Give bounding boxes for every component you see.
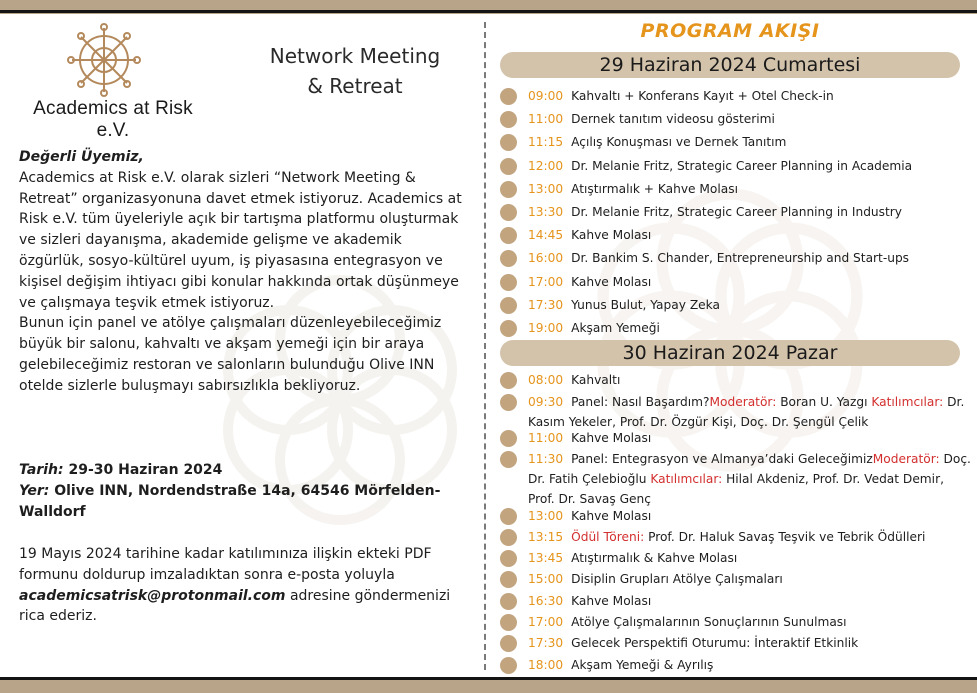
bullet-dot bbox=[500, 571, 517, 588]
session-title: Açılış Konuşması ve Dernek Tanıtım bbox=[571, 135, 787, 150]
contact-email-link[interactable]: academicsatrisk@protonmail.com bbox=[19, 587, 286, 604]
schedule-time: 14:45 bbox=[528, 228, 564, 243]
closing-text-1: 19 Mayıs 2024 tarihine kadar katılımınıza ilişkin ekteki PDF formunu doldurup imzaladıktan sonra e-posta yoluyla bbox=[19, 546, 432, 583]
session-title: Kahve Molası bbox=[571, 431, 652, 445]
bullet-dot bbox=[500, 394, 517, 411]
session-title: Dr. Melanie Fritz, Strategic Career Planning in Industry bbox=[571, 205, 903, 219]
bullet-dot bbox=[500, 451, 517, 468]
place-label: Yer: bbox=[19, 482, 50, 499]
schedule-item-text bbox=[528, 248, 974, 268]
bullet-dot bbox=[500, 508, 517, 525]
schedule-time: 17:30 bbox=[528, 636, 564, 650]
participants-names: Dr. Kasım Yekeler, Prof. Dr. Özgür Kişi, Doç. Dr. Şengül Çelik bbox=[528, 395, 965, 429]
schedule-item-text bbox=[528, 548, 974, 568]
schedule-item-text bbox=[528, 370, 974, 390]
bullet-dot bbox=[500, 657, 517, 674]
day-header-1: 29 Haziran 2024 Cumartesi bbox=[500, 52, 960, 78]
bottom-border bbox=[0, 677, 977, 693]
organization-name: Academics at Risk e.V. bbox=[33, 98, 193, 141]
program-title: PROGRAM AKIŞI bbox=[640, 20, 820, 42]
schedule-item-text bbox=[528, 225, 974, 245]
greeting: Değerli Üyemiz, bbox=[19, 149, 144, 165]
closing-note bbox=[19, 544, 469, 627]
schedule-item-text bbox=[528, 109, 974, 129]
bullet-dot bbox=[500, 635, 517, 652]
schedule-item-text bbox=[528, 633, 974, 653]
session-title: Panel: Entegrasyon ve Almanya’daki Geleceğimiz bbox=[571, 452, 873, 466]
schedule-time: 08:00 bbox=[528, 373, 564, 387]
session-title: Atıştırmalık + Kahve Molası bbox=[571, 181, 738, 196]
organization-logo bbox=[58, 22, 150, 98]
bullet-dot bbox=[500, 430, 517, 447]
session-title: Kahvaltı bbox=[571, 373, 621, 387]
schedule-time: 13:45 bbox=[528, 551, 564, 565]
schedule-item-text bbox=[528, 86, 974, 106]
schedule-item-text bbox=[528, 318, 974, 338]
bullet-dot bbox=[500, 134, 517, 151]
schedule-item-text bbox=[528, 591, 974, 611]
session-title: Gelecek Perspektifi Oturumu: İnteraktif Etkinlik bbox=[571, 636, 859, 650]
schedule-item-text bbox=[528, 132, 974, 152]
schedule-item-text bbox=[528, 449, 974, 509]
session-title: Panel: Nasıl Başardım? bbox=[571, 395, 710, 409]
bullet-dot bbox=[500, 529, 517, 546]
session-title: Kahve Molası bbox=[571, 509, 652, 523]
session-label: Ödül Töreni: bbox=[571, 530, 649, 544]
session-title: Dr. Bankim S. Chander, Entrepreneurship and Start-ups bbox=[571, 251, 910, 266]
bullet-dot bbox=[500, 204, 517, 221]
bullet-dot bbox=[500, 88, 517, 105]
moderator-label: Moderatör: bbox=[709, 395, 781, 409]
schedule-time: 09:30 bbox=[528, 395, 564, 409]
letter-paragraph-2: Bunun için panel ve atölye çalışmaları düzenleyebileceğimiz büyük bir salonu, kahvaltı ve akşam yemeği için bir araya gelebileceğimiz restoran ve salonların bulunduğu Olive INN otelde sizlerle buluşmayı sabırsızlıkla bekliyoruz. bbox=[19, 315, 442, 394]
bullet-dot bbox=[500, 297, 517, 314]
schedule-item-text bbox=[528, 612, 974, 632]
session-title: Kahve Molası bbox=[571, 274, 652, 289]
closing-text-2: adresine göndermenizi rica ederiz. bbox=[19, 587, 451, 625]
schedule-time: 11:30 bbox=[528, 452, 564, 466]
dashed-divider bbox=[484, 22, 486, 670]
schedule-item-text bbox=[528, 569, 974, 589]
letter-paragraph-1: Academics at Risk e.V. olarak sizleri “Network Meeting & Retreat” organizasyonuna davet etmek istiyoruz. Academics at Risk e.V. tüm üyeleriyle açık bir tartışma platformu oluşturmak ve sizleri dayanışma, akademide gelişme ve akademik özgürlük, sosyo-kültürel uyum, iş piyasasına entegrasyon ve kişisel değişim ihtiyacı gibi konular hakkında ortak düşünmeye ve çalışmaya teşvik etmek istiyoruz. bbox=[19, 169, 462, 311]
schedule-time: 16:30 bbox=[528, 594, 564, 608]
schedule-item-text bbox=[528, 392, 974, 432]
bullet-dot bbox=[500, 181, 517, 198]
schedule-item-text bbox=[528, 272, 974, 292]
schedule-time: 13:30 bbox=[528, 205, 564, 219]
session-title: Kahve Molası bbox=[571, 228, 652, 243]
place-value: Olive INN, Nordendstraße 14a, 64546 Mörfelden-Walldorf bbox=[19, 482, 441, 520]
date-label: Tarih: bbox=[19, 462, 64, 478]
session-title: Yunus Bulut, Yapay Zeka bbox=[571, 297, 720, 312]
schedule-time: 13:15 bbox=[528, 530, 564, 544]
schedule-item-text bbox=[528, 527, 974, 547]
session-title: Kahvaltı + Konferans Kayıt + Otel Check-in bbox=[571, 89, 834, 103]
bullet-dot bbox=[500, 320, 517, 337]
schedule-item-text bbox=[528, 156, 974, 176]
top-border bbox=[0, 0, 977, 14]
session-title: Atölye Çalışmalarının Sonuçlarının Sunulması bbox=[571, 615, 847, 629]
event-title-line-2: & Retreat bbox=[307, 74, 403, 98]
session-title: Akşam Yemeği bbox=[571, 321, 660, 335]
schedule-item-text bbox=[528, 202, 974, 222]
bullet-dot bbox=[500, 550, 517, 567]
participants-names: Hilal Akdeniz, Prof. Dr. Vedat Demir, Prof. Dr. Savaş Genç bbox=[528, 472, 944, 506]
schedule-time: 17:00 bbox=[528, 274, 564, 289]
invitation-letter bbox=[19, 147, 469, 397]
bullet-dot bbox=[500, 614, 517, 631]
bullet-dot bbox=[500, 111, 517, 128]
session-title: Dernek tanıtım videosu gösterimi bbox=[571, 112, 775, 127]
schedule-time: 13:00 bbox=[528, 509, 564, 523]
schedule-item-text bbox=[528, 428, 974, 448]
session-title: Disiplin Grupları Atölye Çalışmaları bbox=[571, 572, 783, 586]
date-value: 29-30 Haziran 2024 bbox=[68, 462, 223, 478]
session-title: Dr. Melanie Fritz, Strategic Career Planning in Academia bbox=[571, 158, 913, 173]
schedule-item-text bbox=[528, 179, 974, 199]
schedule-time: 15:00 bbox=[528, 572, 564, 586]
event-details bbox=[19, 460, 469, 522]
schedule-time: 17:00 bbox=[528, 615, 564, 629]
schedule-time: 18:00 bbox=[528, 658, 564, 672]
schedule-time: 17:30 bbox=[528, 297, 564, 312]
event-title-line-1: Network Meeting bbox=[269, 44, 441, 68]
moderator-name: Boran U. Yazgı bbox=[780, 395, 872, 409]
session-title: Prof. Dr. Haluk Savaş Teşvik ve Tebrik Ödülleri bbox=[648, 530, 926, 544]
schedule-item-text bbox=[528, 655, 974, 675]
schedule-time: 19:00 bbox=[528, 321, 564, 335]
bullet-dot bbox=[500, 593, 517, 610]
participants-label: Katılımcılar: bbox=[650, 472, 727, 486]
moderator-name: Doç. Dr. Fatih Çelebioğlu bbox=[528, 452, 971, 486]
bullet-dot bbox=[500, 250, 517, 267]
schedule-time: 11:00 bbox=[528, 112, 564, 127]
bullet-dot bbox=[500, 158, 517, 175]
session-title: Atıştırmalık & Kahve Molası bbox=[571, 551, 738, 565]
schedule-time: 13:00 bbox=[528, 181, 564, 196]
schedule-time: 12:00 bbox=[528, 158, 564, 173]
participants-label: Katılımcılar: bbox=[871, 395, 948, 409]
bullet-dot bbox=[500, 274, 517, 291]
schedule-time: 09:00 bbox=[528, 89, 564, 103]
schedule-item-text bbox=[528, 506, 974, 526]
session-title: Akşam Yemeği & Ayrılış bbox=[571, 658, 714, 672]
day-header-2: 30 Haziran 2024 Pazar bbox=[500, 340, 960, 366]
bullet-dot bbox=[500, 372, 517, 389]
schedule-time: 16:00 bbox=[528, 251, 564, 266]
schedule-time: 11:15 bbox=[528, 135, 564, 150]
moderator-label: Moderatör: bbox=[872, 452, 944, 466]
bullet-dot bbox=[500, 227, 517, 244]
schedule-item-text bbox=[528, 295, 974, 315]
session-title: Kahve Molası bbox=[571, 594, 652, 608]
schedule-time: 11:00 bbox=[528, 431, 564, 445]
